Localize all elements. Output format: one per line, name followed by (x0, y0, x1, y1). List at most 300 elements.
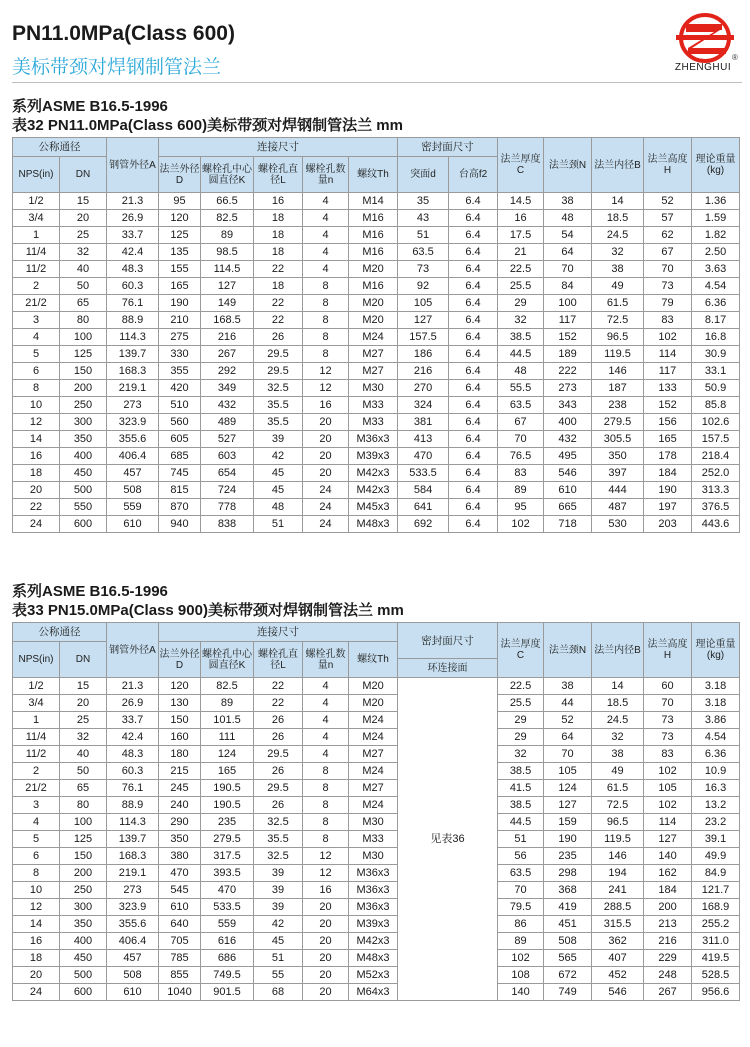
table-cell: 56 (498, 848, 544, 865)
table-cell: M30 (349, 380, 398, 397)
table-cell: 18 (254, 210, 303, 227)
table-cell: 508 (107, 482, 159, 499)
table-cell: 150 (159, 712, 201, 729)
table-row (13, 516, 740, 533)
table-cell: 89 (498, 482, 544, 499)
table-cell: M33 (349, 414, 398, 431)
table-cell: 267 (201, 346, 254, 363)
table-cell: 70 (544, 261, 592, 278)
table-cell: 654 (201, 465, 254, 482)
table-cell: 3.18 (692, 695, 740, 712)
table-cell: 432 (201, 397, 254, 414)
table-row (13, 465, 740, 482)
table-cell: 20 (60, 210, 107, 227)
table-cell: 23.2 (692, 814, 740, 831)
table-row (13, 984, 740, 1001)
table-cell: 26 (254, 329, 303, 346)
table-cell: 685 (159, 448, 201, 465)
table-cell: 18 (13, 950, 60, 967)
table-cell: 406.4 (107, 448, 159, 465)
table-cell: 420 (159, 380, 201, 397)
table-cell: 778 (201, 499, 254, 516)
table-cell: 6.36 (692, 295, 740, 312)
table-cell: 419.5 (692, 950, 740, 967)
table-cell: 610 (544, 482, 592, 499)
table-cell: 190 (159, 295, 201, 312)
table-cell: M27 (349, 746, 398, 763)
table-cell: 288.5 (592, 899, 644, 916)
table-cell: 240 (159, 797, 201, 814)
table-cell: 165 (644, 431, 692, 448)
table-cell: 32 (60, 729, 107, 746)
table-cell: 39.1 (692, 831, 740, 848)
table-cell: 451 (544, 916, 592, 933)
table-cell: 317.5 (201, 848, 254, 865)
th-pipe-od: 钢管外径A (107, 138, 159, 193)
table-cell: 6.4 (449, 482, 498, 499)
table-cell: 73 (644, 278, 692, 295)
table-cell: M36x3 (349, 431, 398, 448)
table-cell: 20 (60, 695, 107, 712)
table-cell: 76.1 (107, 780, 159, 797)
table-cell: 1.82 (692, 227, 740, 244)
table-cell: 26 (254, 712, 303, 729)
table33-caption: 表33 PN15.0MPa(Class 900)美标带颈对焊钢制管法兰 mm (12, 602, 404, 619)
table-cell: 108 (498, 967, 544, 984)
table-cell: 140 (644, 848, 692, 865)
table-cell: 33.1 (692, 363, 740, 380)
table-cell: 88.9 (107, 312, 159, 329)
table-cell: 323.9 (107, 414, 159, 431)
table-cell: 838 (201, 516, 254, 533)
table-row (13, 848, 740, 865)
table-cell: 2.50 (692, 244, 740, 261)
table-cell: 43 (398, 210, 449, 227)
table-cell: 16 (13, 448, 60, 465)
table-cell: 686 (201, 950, 254, 967)
table-cell: 135 (159, 244, 201, 261)
table-cell: 8 (303, 278, 349, 295)
table-cell: 16 (303, 397, 349, 414)
table-cell: 300 (60, 899, 107, 916)
table-cell: 785 (159, 950, 201, 967)
table-cell: 162 (644, 865, 692, 882)
table-cell: 560 (159, 414, 201, 431)
table-cell: 64 (544, 244, 592, 261)
table-cell: 73 (644, 729, 692, 746)
th-thread: 螺纹Th (349, 157, 398, 193)
table-row (13, 380, 740, 397)
table-cell: 95 (498, 499, 544, 516)
table-cell: 4 (303, 729, 349, 746)
table-cell: 815 (159, 482, 201, 499)
table-cell: 18.5 (592, 695, 644, 712)
table-cell: 63.5 (398, 244, 449, 261)
table-cell: 393.5 (201, 865, 254, 882)
table-cell: 855 (159, 967, 201, 984)
table-cell: 187 (592, 380, 644, 397)
table-cell: 444 (592, 482, 644, 499)
table-cell: 21/2 (13, 780, 60, 797)
table32-body (13, 193, 740, 533)
table-cell: M52x3 (349, 967, 398, 984)
table-cell: 65 (60, 295, 107, 312)
table-cell: 245 (159, 780, 201, 797)
table-cell: M20 (349, 312, 398, 329)
table-cell: 197 (644, 499, 692, 516)
table-cell: M14 (349, 193, 398, 210)
table-cell: M20 (349, 678, 398, 695)
table-cell: 73 (644, 712, 692, 729)
table-row (13, 244, 740, 261)
table-cell: 18.5 (592, 210, 644, 227)
table-cell: 24 (303, 516, 349, 533)
table-cell: 603 (201, 448, 254, 465)
table-cell: 14 (592, 678, 644, 695)
table-cell: 406.4 (107, 933, 159, 950)
table-cell: 275 (159, 329, 201, 346)
table-cell: 114.3 (107, 329, 159, 346)
table-cell: 4 (13, 329, 60, 346)
table-cell: 20 (303, 414, 349, 431)
table-cell: 24.5 (592, 712, 644, 729)
table-cell: 8 (303, 780, 349, 797)
table-cell: 26 (254, 797, 303, 814)
table-cell: 92 (398, 278, 449, 295)
table-cell: 22 (254, 678, 303, 695)
table-cell: 14 (13, 431, 60, 448)
table-cell: 49 (592, 278, 644, 295)
table-cell: 114 (644, 814, 692, 831)
table-cell: 487 (592, 499, 644, 516)
table-cell: 533.5 (398, 465, 449, 482)
table-cell: 605 (159, 431, 201, 448)
table-cell: 127 (398, 312, 449, 329)
table-cell: 102.6 (692, 414, 740, 431)
table-cell: 8 (303, 312, 349, 329)
table-cell: 38.5 (498, 797, 544, 814)
table-cell: 22.5 (498, 678, 544, 695)
table-cell: 42 (254, 916, 303, 933)
table-cell: 45 (254, 465, 303, 482)
table-cell: 452 (592, 967, 644, 984)
th-inner: 法兰内径B (592, 623, 644, 678)
table-cell: 8 (303, 295, 349, 312)
table-cell: 749.5 (201, 967, 254, 984)
table-cell: 25.5 (498, 278, 544, 295)
table-cell: 6.4 (449, 516, 498, 533)
table-cell: 21.3 (107, 193, 159, 210)
th-thickness: 法兰厚度C (498, 623, 544, 678)
table-cell: 85.8 (692, 397, 740, 414)
th-nominal: 公称通径 (13, 138, 107, 157)
table-cell: 432 (544, 431, 592, 448)
table-cell: 745 (159, 465, 201, 482)
table-cell: 50.9 (692, 380, 740, 397)
table-cell: 33.7 (107, 227, 159, 244)
table-cell: 584 (398, 482, 449, 499)
table-cell: M24 (349, 763, 398, 780)
table-cell: 24.5 (592, 227, 644, 244)
table-cell: 25.5 (498, 695, 544, 712)
table-cell: 38.5 (498, 329, 544, 346)
table-cell: 80 (60, 312, 107, 329)
table-cell: 26.9 (107, 695, 159, 712)
table-cell: M64x3 (349, 984, 398, 1001)
table-row (13, 763, 740, 780)
table-cell: 6.4 (449, 227, 498, 244)
table-cell: 124 (201, 746, 254, 763)
table-cell: M24 (349, 797, 398, 814)
table-cell: 125 (60, 346, 107, 363)
table-row (13, 746, 740, 763)
table-cell: 3.86 (692, 712, 740, 729)
table-cell: 610 (159, 899, 201, 916)
table-cell: 190 (644, 482, 692, 499)
table-cell: 12 (303, 363, 349, 380)
table-cell: 146 (592, 848, 644, 865)
table-cell: 26 (254, 729, 303, 746)
table-cell: 343 (544, 397, 592, 414)
table-cell: 178 (644, 448, 692, 465)
table-cell: 292 (201, 363, 254, 380)
table-cell: 5 (13, 346, 60, 363)
table-cell: 21.3 (107, 678, 159, 695)
table-cell: 400 (544, 414, 592, 431)
table-cell: 376.5 (692, 499, 740, 516)
table-cell: 51 (398, 227, 449, 244)
table-cell: 102 (498, 516, 544, 533)
table-cell: 114.3 (107, 814, 159, 831)
table-cell: 368 (544, 882, 592, 899)
table-cell: 73 (398, 261, 449, 278)
table-cell: M30 (349, 848, 398, 865)
table-cell: 22 (254, 695, 303, 712)
table-cell: 159 (544, 814, 592, 831)
table-cell: 6 (13, 848, 60, 865)
table-cell: 407 (592, 950, 644, 967)
table-cell: 35 (398, 193, 449, 210)
table33 (12, 622, 740, 1001)
table-cell: 120 (159, 678, 201, 695)
table-cell: 350 (60, 431, 107, 448)
table-cell: 355.6 (107, 431, 159, 448)
table-cell: 24 (303, 482, 349, 499)
table-row (13, 865, 740, 882)
table-cell: 305.5 (592, 431, 644, 448)
table-cell: 65 (60, 780, 107, 797)
table-cell: 323.9 (107, 899, 159, 916)
table-cell: 20 (303, 916, 349, 933)
table-cell: 100 (60, 814, 107, 831)
th-raised-face: 突面d (398, 157, 449, 193)
table-cell: 32 (498, 312, 544, 329)
table-cell: 100 (60, 329, 107, 346)
table-cell: 29 (498, 729, 544, 746)
table-cell: 38 (592, 746, 644, 763)
table-row (13, 431, 740, 448)
table-cell: 111 (201, 729, 254, 746)
table-cell: 49.9 (692, 848, 740, 865)
table-cell: 252.0 (692, 465, 740, 482)
table-cell: 213 (644, 916, 692, 933)
table-cell: 51 (254, 516, 303, 533)
table-row (13, 193, 740, 210)
th-bolt-circle: 螺栓孔中心圆直径K (201, 642, 254, 678)
table-cell: 200 (60, 865, 107, 882)
table-cell: 6 (13, 363, 60, 380)
table-cell: 545 (159, 882, 201, 899)
table-cell: 8 (303, 763, 349, 780)
table-row (13, 814, 740, 831)
th-bolt-num: 螺栓孔数量n (303, 642, 349, 678)
table-cell: 101.5 (201, 712, 254, 729)
table-cell: 140 (498, 984, 544, 1001)
table-cell: 39 (254, 882, 303, 899)
table-cell: 5 (13, 831, 60, 848)
table-cell: 8 (13, 380, 60, 397)
table-cell: 450 (60, 465, 107, 482)
table-cell: 250 (60, 882, 107, 899)
table-cell: 255.2 (692, 916, 740, 933)
table-cell: 61.5 (592, 780, 644, 797)
table-cell: M27 (349, 346, 398, 363)
table-cell: 6.4 (449, 465, 498, 482)
table-cell: M39x3 (349, 916, 398, 933)
table-cell: 89 (201, 695, 254, 712)
table-cell: M16 (349, 278, 398, 295)
table32 (12, 137, 740, 533)
table-cell: 546 (544, 465, 592, 482)
table-cell: 16 (13, 933, 60, 950)
table-cell: 121.7 (692, 882, 740, 899)
table-cell: 152 (644, 397, 692, 414)
table-cell: 67 (644, 244, 692, 261)
table-row (13, 499, 740, 516)
table-row (13, 210, 740, 227)
table-cell: 665 (544, 499, 592, 516)
table-cell: 1 (13, 712, 60, 729)
table-cell: 4 (13, 814, 60, 831)
table-cell: 29.5 (254, 363, 303, 380)
table-cell: 35.5 (254, 414, 303, 431)
table-cell: 32.5 (254, 848, 303, 865)
table-row (13, 363, 740, 380)
table-cell: 83 (498, 465, 544, 482)
table-cell: 42.4 (107, 729, 159, 746)
table-cell: 8 (13, 865, 60, 882)
table-row (13, 780, 740, 797)
table-cell: 76.1 (107, 295, 159, 312)
table-cell: 10 (13, 397, 60, 414)
table-cell: 457 (107, 950, 159, 967)
table-cell: 41.5 (498, 780, 544, 797)
table-cell: 20 (303, 933, 349, 950)
table-cell: M24 (349, 329, 398, 346)
table-cell: M36x3 (349, 865, 398, 882)
table-cell: 8 (303, 346, 349, 363)
table-cell: 38 (592, 261, 644, 278)
table-cell: 29.5 (254, 746, 303, 763)
th-flange-od: 法兰外径D (159, 157, 201, 193)
table-cell: 61.5 (592, 295, 644, 312)
table-cell: 8 (303, 329, 349, 346)
table-cell: 470 (201, 882, 254, 899)
logo-text: ZHENGHUI (674, 62, 732, 73)
table33-series: 系列ASME B16.5-1996 (12, 583, 168, 600)
table-cell: 55.5 (498, 380, 544, 397)
table-cell: 38 (544, 193, 592, 210)
table-cell: 18 (254, 227, 303, 244)
table-row (13, 482, 740, 499)
table-cell: 8 (303, 797, 349, 814)
table-cell: 25 (60, 712, 107, 729)
table-cell: 6.4 (449, 380, 498, 397)
table-cell: 12 (303, 380, 349, 397)
table-row (13, 329, 740, 346)
table-cell: 11/4 (13, 244, 60, 261)
table-cell: 12 (13, 899, 60, 916)
table-cell: 32 (60, 244, 107, 261)
table-cell: M33 (349, 831, 398, 848)
table-cell: 114 (644, 346, 692, 363)
table-cell: 20 (303, 984, 349, 1001)
table-cell: M20 (349, 295, 398, 312)
table-row (13, 916, 740, 933)
table-cell: 114.5 (201, 261, 254, 278)
table-cell: 12 (13, 414, 60, 431)
table-cell: 641 (398, 499, 449, 516)
table-cell: 30.9 (692, 346, 740, 363)
table-cell: 6.4 (449, 431, 498, 448)
table-cell: 4 (303, 746, 349, 763)
table-cell: 38 (544, 678, 592, 695)
table-cell: 298 (544, 865, 592, 882)
table-cell: 72.5 (592, 312, 644, 329)
table-cell: 3/4 (13, 695, 60, 712)
table-cell: 40 (60, 746, 107, 763)
table-cell: 14 (13, 916, 60, 933)
table-row (13, 312, 740, 329)
table-cell: 315.5 (592, 916, 644, 933)
table-cell: 16 (303, 882, 349, 899)
table-cell: 16 (498, 210, 544, 227)
table-cell: 38.5 (498, 763, 544, 780)
table-cell: 50 (60, 278, 107, 295)
table-cell: 29 (498, 712, 544, 729)
table-cell: 105 (644, 780, 692, 797)
table-cell: 10.9 (692, 763, 740, 780)
table-cell: 60 (644, 678, 692, 695)
table-cell: 250 (60, 397, 107, 414)
table-cell: 216 (644, 933, 692, 950)
table-cell: 156 (644, 414, 692, 431)
table-row (13, 831, 740, 848)
table-cell: 32.5 (254, 380, 303, 397)
table-cell: 125 (159, 227, 201, 244)
table-cell: 29.5 (254, 780, 303, 797)
table-cell: 100 (544, 295, 592, 312)
table-cell: 168.3 (107, 363, 159, 380)
th-bolt-dia: 螺栓孔直径L (254, 157, 303, 193)
table-cell: 89 (201, 227, 254, 244)
th-ring-joint: 环连接面 (398, 659, 498, 678)
table-cell: 22 (254, 295, 303, 312)
th-dn: DN (60, 642, 107, 678)
table-row (13, 448, 740, 465)
table-cell: 350 (592, 448, 644, 465)
table-cell: 219.1 (107, 865, 159, 882)
